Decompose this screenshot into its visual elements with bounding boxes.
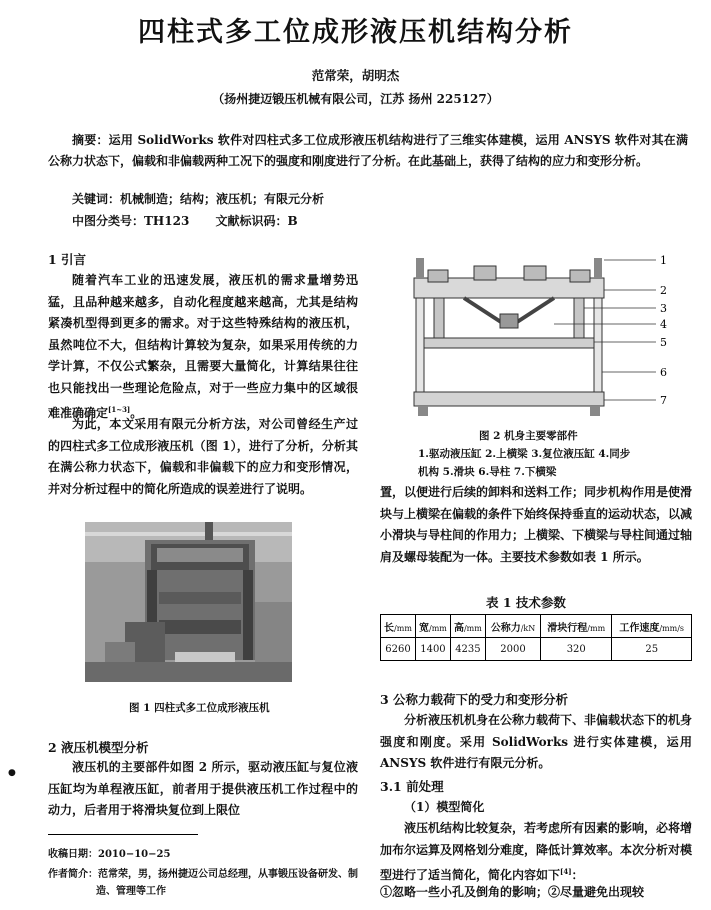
table-header-cell: 宽/mm xyxy=(415,615,450,638)
table-cell: 2000 xyxy=(485,638,540,661)
right-paragraph-1: 置，以便进行后续的卸料和送料工作；同步机构作用是使滑块与上横梁在偏载的条件下始终保持垂直的运动状态，以减小滑块与导柱间的作用力；上横梁、下横梁与导柱间通过轴肩及螺母装配为一体。主要技术参数如表 1 所示。 xyxy=(380,485,693,564)
section-2-heading: 2 液压机模型分析 xyxy=(48,740,149,755)
paper-title: 四柱式多工位成形液压机结构分析 xyxy=(138,17,573,48)
table-cell: 6260 xyxy=(381,638,416,661)
abstract: 摘要：运用 SolidWorks 软件对四柱式多工位成形液压机结构进行了三维实体建模，运用 ANSYS 软件对其在满公称力状态下，偏载和非偏载两种工况下的强度和刚度进行了分析。在此基础上，获得了结构的应力和变形分析。 xyxy=(48,133,688,168)
table-cell: 320 xyxy=(541,638,612,661)
author-bio-line-1: 作者简介：范常荣，男，扬州捷迈公司总经理，从事锻压设备研发、制 xyxy=(48,869,358,880)
affiliation: （扬州捷迈锻压机械有限公司，江苏 扬州 225127） xyxy=(212,92,499,106)
table-header-cell: 长/mm xyxy=(381,615,416,638)
ref-1-3: [1~3] xyxy=(108,405,131,414)
class-number: 中图分类号：TH123 xyxy=(72,214,190,228)
fig2-label-1: 1 xyxy=(660,254,667,267)
table-header-row xyxy=(381,615,692,638)
table-cell: 1400 xyxy=(415,638,450,661)
table-header-cell: 工作速度/mm/s xyxy=(612,615,692,638)
section-3-paragraph-2: 液压机结构比较复杂，若考虑所有因素的影响，必将增加布尔运算及网格划分难度，降低计算效率。本次分析对模型进行了适当简化，简化内容如下[4]： xyxy=(380,821,693,882)
classification xyxy=(72,212,320,229)
received-date: 收稿日期：2010−10−25 xyxy=(48,849,171,860)
doc-code: 文献标识码：B xyxy=(215,214,298,228)
fig2-label-2: 2 xyxy=(660,284,667,297)
margin-mark: ● xyxy=(8,768,16,778)
section-3-1-heading: 3.1 前处理 xyxy=(380,779,444,794)
table-row xyxy=(381,638,692,661)
table-1-title: 表 1 技术参数 xyxy=(486,595,566,610)
table-cell: 4235 xyxy=(450,638,485,661)
table-header-cell: 高/mm xyxy=(450,615,485,638)
keywords: 关键词：机械制造；结构；液压机；有限元分析 xyxy=(72,192,325,206)
table-header-cell: 公称力/kN xyxy=(485,615,540,638)
fig2-label-7: 7 xyxy=(660,394,667,407)
section-2-paragraph-1: 液压机的主要部件如图 2 所示，驱动液压缸与复位液压缸均为单程液压缸，前者用于提供液压机工作过程中的动力，后者用于将滑块复位到上限位 xyxy=(48,760,358,817)
figure-2-title: 图 2 机身主要零部件 xyxy=(479,430,578,442)
figure-2-caption-line-1: 1.驱动液压缸 2.上横梁 3.复位液压缸 4.同步 xyxy=(418,448,631,460)
footnote-rule xyxy=(48,834,198,835)
figure-1-photo xyxy=(85,522,292,682)
section-3-paragraph-3: ①忽略一些小孔及倒角的影响；②尽量避免出现较 xyxy=(380,885,645,899)
fig2-label-4: 4 xyxy=(660,318,667,331)
section-3-paragraph-1: 分析液压机机身在公称力载荷下、非偏载状态下的机身强度和刚度。采用 SolidWorks 进行实体建模，运用 ANSYS 软件进行有限元分析。 xyxy=(380,713,693,770)
figure-2-diagram xyxy=(404,244,696,420)
figure-1-caption: 图 1 四柱式多工位成形液压机 xyxy=(129,702,270,714)
section-1-heading: 1 引言 xyxy=(48,252,87,267)
table-cell: 25 xyxy=(612,638,692,661)
fig2-label-5: 5 xyxy=(660,336,667,349)
figure-2-caption-line-2: 机构 5.滑块 6.导柱 7.下横梁 xyxy=(418,466,557,478)
authors: 范常荣，胡明杰 xyxy=(311,68,400,83)
author-bio-line-2: 造、管理等工作 xyxy=(96,886,166,897)
ref-4: [4] xyxy=(560,867,572,876)
section-3-1-subheading: （1）模型简化 xyxy=(404,800,485,814)
section-3-heading: 3 公称力载荷下的受力和变形分析 xyxy=(380,692,569,707)
technical-parameters-table xyxy=(380,614,692,661)
fig2-label-6: 6 xyxy=(660,366,667,379)
section-1-paragraph-1: 随着汽车工业的迅速发展，液压机的需求量增势迅猛，且品种越来越多，自动化程度越来越高，尤其是结构紧凑机型得到更多的需求。对于这些特殊结构的液压机，虽然吨位不大，但结构计算较为复杂，如果采用传统的力学计算，不仅公式繁杂，且需要大量简化，计算结果往往也只能找出一些理论危险点，对于一些应力集中的区域很难准确确定[1~3]。 xyxy=(48,273,358,420)
section-1-paragraph-2: 为此，本文采用有限元分析方法，对公司曾经生产过的四柱式多工位成形液压机（图 1），进行了分析，分析其在满公称力状态下，偏载和非偏载下的应力和变形情况，并对分析过程中的简化所造成的误差进行了说明。 xyxy=(48,417,358,496)
fig2-label-3: 3 xyxy=(660,302,667,315)
table-header-cell: 滑块行程/mm xyxy=(541,615,612,638)
